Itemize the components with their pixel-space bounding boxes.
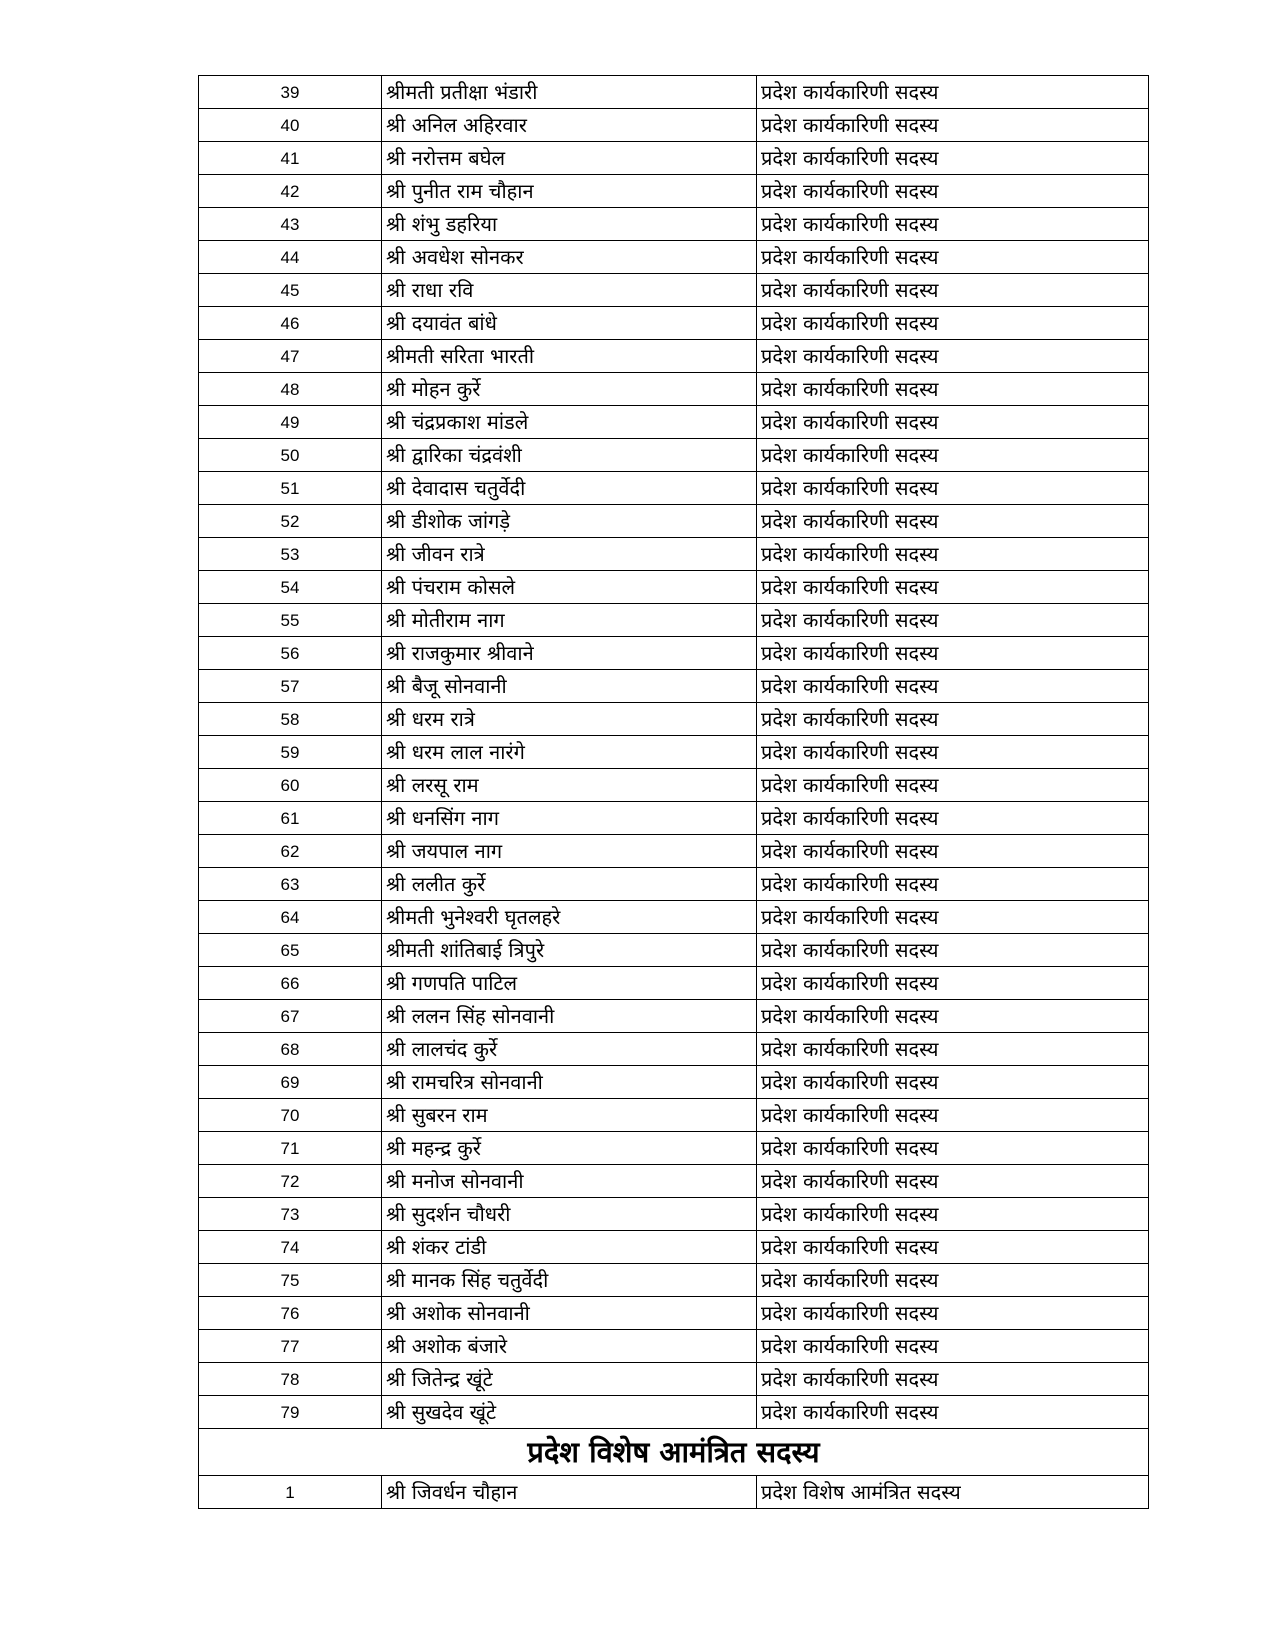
serial-number: 75: [199, 1264, 382, 1297]
member-name: श्री जयपाल नाग: [382, 835, 757, 868]
table-row: [199, 1231, 1149, 1264]
member-name: श्री शंकर टांडी: [382, 1231, 757, 1264]
member-role: प्रदेश कार्यकारिणी सदस्य: [757, 142, 1149, 175]
table-row: [199, 1297, 1149, 1330]
serial-number: 64: [199, 901, 382, 934]
table-row: [199, 901, 1149, 934]
serial-number: 50: [199, 439, 382, 472]
table-row: [199, 1330, 1149, 1363]
serial-number: 67: [199, 1000, 382, 1033]
member-name: श्री धनसिंग नाग: [382, 802, 757, 835]
serial-number: 39: [199, 76, 382, 109]
serial-number: 69: [199, 1066, 382, 1099]
member-role: प्रदेश कार्यकारिणी सदस्य: [757, 736, 1149, 769]
member-role: प्रदेश कार्यकारिणी सदस्य: [757, 802, 1149, 835]
special-member-rows: [199, 1476, 1149, 1509]
member-role: प्रदेश कार्यकारिणी सदस्य: [757, 340, 1149, 373]
member-role: प्रदेश कार्यकारिणी सदस्य: [757, 1297, 1149, 1330]
table-row: [199, 1000, 1149, 1033]
serial-number: 59: [199, 736, 382, 769]
member-name: श्री सुदर्शन चौधरी: [382, 1198, 757, 1231]
table-row: [199, 142, 1149, 175]
table-row: [199, 703, 1149, 736]
serial-number: 52: [199, 505, 382, 538]
serial-number: 58: [199, 703, 382, 736]
serial-number: 70: [199, 1099, 382, 1132]
table-row: [199, 1099, 1149, 1132]
table-row: [199, 1396, 1149, 1429]
member-name: श्री अवधेश सोनकर: [382, 241, 757, 274]
table-row: [199, 967, 1149, 1000]
member-role: प्रदेश कार्यकारिणी सदस्य: [757, 1198, 1149, 1231]
table-row: [199, 340, 1149, 373]
member-name: श्रीमती सरिता भारती: [382, 340, 757, 373]
member-name: श्री रामचरित्र सोनवानी: [382, 1066, 757, 1099]
table-row: [199, 934, 1149, 967]
member-role: प्रदेश कार्यकारिणी सदस्य: [757, 703, 1149, 736]
serial-number: 53: [199, 538, 382, 571]
table-row: [199, 736, 1149, 769]
table-row: [199, 1264, 1149, 1297]
member-role: प्रदेश कार्यकारिणी सदस्य: [757, 208, 1149, 241]
member-name: श्री धरम लाल नारंगे: [382, 736, 757, 769]
serial-number: 72: [199, 1165, 382, 1198]
table-row: [199, 307, 1149, 340]
member-name: श्री चंद्रप्रकाश मांडले: [382, 406, 757, 439]
table-row: [199, 373, 1149, 406]
special-section: [199, 1429, 1149, 1476]
serial-number: 74: [199, 1231, 382, 1264]
member-name: श्री मनोज सोनवानी: [382, 1165, 757, 1198]
member-name: श्रीमती प्रतीक्षा भंडारी: [382, 76, 757, 109]
section-heading-row: [199, 1429, 1149, 1476]
member-role: प्रदेश कार्यकारिणी सदस्य: [757, 274, 1149, 307]
serial-number: 40: [199, 109, 382, 142]
table-row: [199, 571, 1149, 604]
serial-number: 44: [199, 241, 382, 274]
member-name: श्री मानक सिंह चतुर्वेदी: [382, 1264, 757, 1297]
serial-number: 43: [199, 208, 382, 241]
member-name: श्री देवादास चतुर्वेदी: [382, 472, 757, 505]
member-name: श्री पुनीत राम चौहान: [382, 175, 757, 208]
serial-number: 73: [199, 1198, 382, 1231]
serial-number: 1: [199, 1476, 382, 1509]
table-row: [199, 538, 1149, 571]
serial-number: 48: [199, 373, 382, 406]
member-name: श्री लरसू राम: [382, 769, 757, 802]
table-row: [199, 406, 1149, 439]
table-row: [199, 1363, 1149, 1396]
member-role: प्रदेश कार्यकारिणी सदस्य: [757, 1132, 1149, 1165]
serial-number: 54: [199, 571, 382, 604]
table-row: [199, 472, 1149, 505]
member-role: प्रदेश कार्यकारिणी सदस्य: [757, 76, 1149, 109]
member-role: प्रदेश कार्यकारिणी सदस्य: [757, 1099, 1149, 1132]
member-role: प्रदेश कार्यकारिणी सदस्य: [757, 175, 1149, 208]
member-name: श्री नरोत्तम बघेल: [382, 142, 757, 175]
member-name: श्रीमती भुनेश्वरी घृतलहरे: [382, 901, 757, 934]
serial-number: 65: [199, 934, 382, 967]
member-name: श्री लालचंद कुर्रे: [382, 1033, 757, 1066]
member-role: प्रदेश कार्यकारिणी सदस्य: [757, 1231, 1149, 1264]
serial-number: 68: [199, 1033, 382, 1066]
member-name: श्री अशोक सोनवानी: [382, 1297, 757, 1330]
member-name: श्रीमती शांतिबाई त्रिपुरे: [382, 934, 757, 967]
member-role: प्रदेश कार्यकारिणी सदस्य: [757, 901, 1149, 934]
member-role: प्रदेश कार्यकारिणी सदस्य: [757, 439, 1149, 472]
member-name: श्री ललीत कुर्रे: [382, 868, 757, 901]
member-name: श्री मोतीराम नाग: [382, 604, 757, 637]
serial-number: 41: [199, 142, 382, 175]
serial-number: 79: [199, 1396, 382, 1429]
table-row: [199, 1033, 1149, 1066]
member-role: प्रदेश कार्यकारिणी सदस्य: [757, 967, 1149, 1000]
serial-number: 66: [199, 967, 382, 1000]
table-row: [199, 769, 1149, 802]
serial-number: 71: [199, 1132, 382, 1165]
serial-number: 62: [199, 835, 382, 868]
member-role: प्रदेश कार्यकारिणी सदस्य: [757, 1264, 1149, 1297]
table-row: [199, 802, 1149, 835]
member-role: प्रदेश कार्यकारिणी सदस्य: [757, 604, 1149, 637]
serial-number: 46: [199, 307, 382, 340]
member-rows: [199, 76, 1149, 1429]
member-role: प्रदेश कार्यकारिणी सदस्य: [757, 1165, 1149, 1198]
member-name: श्री राजकुमार श्रीवाने: [382, 637, 757, 670]
table-row: [199, 637, 1149, 670]
serial-number: 57: [199, 670, 382, 703]
serial-number: 78: [199, 1363, 382, 1396]
member-role: प्रदेश कार्यकारिणी सदस्य: [757, 406, 1149, 439]
table-row: [199, 241, 1149, 274]
serial-number: 76: [199, 1297, 382, 1330]
table-row: [199, 208, 1149, 241]
member-name: श्री सुबरन राम: [382, 1099, 757, 1132]
table-row: [199, 274, 1149, 307]
member-role: प्रदेश कार्यकारिणी सदस्य: [757, 1000, 1149, 1033]
section-heading: प्रदेश विशेष आमंत्रित सदस्य: [199, 1429, 1149, 1476]
member-role: प्रदेश कार्यकारिणी सदस्य: [757, 670, 1149, 703]
member-name: श्री मोहन कुर्रे: [382, 373, 757, 406]
table-row: [199, 505, 1149, 538]
table-row: [199, 175, 1149, 208]
member-name: श्री शंभु डहरिया: [382, 208, 757, 241]
member-role: प्रदेश कार्यकारिणी सदस्य: [757, 538, 1149, 571]
member-name: श्री जितेन्द्र खूंटे: [382, 1363, 757, 1396]
member-role: प्रदेश कार्यकारिणी सदस्य: [757, 373, 1149, 406]
table-row: [199, 1132, 1149, 1165]
member-role: प्रदेश कार्यकारिणी सदस्य: [757, 571, 1149, 604]
member-name: श्री पंचराम कोसले: [382, 571, 757, 604]
member-role: प्रदेश कार्यकारिणी सदस्य: [757, 241, 1149, 274]
member-role: प्रदेश कार्यकारिणी सदस्य: [757, 637, 1149, 670]
table-row: [199, 604, 1149, 637]
member-name: श्री द्वारिका चंद्रवंशी: [382, 439, 757, 472]
member-role: प्रदेश कार्यकारिणी सदस्य: [757, 472, 1149, 505]
member-name: श्री अनिल अहिरवार: [382, 109, 757, 142]
serial-number: 55: [199, 604, 382, 637]
table-row: [199, 1476, 1149, 1509]
member-role: प्रदेश कार्यकारिणी सदस्य: [757, 1066, 1149, 1099]
table-row: [199, 1066, 1149, 1099]
member-role: प्रदेश कार्यकारिणी सदस्य: [757, 307, 1149, 340]
member-name: श्री ललन सिंह सोनवानी: [382, 1000, 757, 1033]
member-role: प्रदेश विशेष आमंत्रित सदस्य: [757, 1476, 1149, 1509]
table-row: [199, 1165, 1149, 1198]
member-name: श्री धरम रात्रे: [382, 703, 757, 736]
serial-number: 60: [199, 769, 382, 802]
member-role: प्रदेश कार्यकारिणी सदस्य: [757, 1396, 1149, 1429]
table-row: [199, 868, 1149, 901]
member-name: श्री बैजू सोनवानी: [382, 670, 757, 703]
serial-number: 61: [199, 802, 382, 835]
member-name: श्री जीवन रात्रे: [382, 538, 757, 571]
serial-number: 49: [199, 406, 382, 439]
member-role: प्रदेश कार्यकारिणी सदस्य: [757, 868, 1149, 901]
member-name: श्री महन्द्र कुर्रे: [382, 1132, 757, 1165]
member-name: श्री राधा रवि: [382, 274, 757, 307]
table-row: [199, 439, 1149, 472]
table-row: [199, 835, 1149, 868]
member-role: प्रदेश कार्यकारिणी सदस्य: [757, 934, 1149, 967]
serial-number: 45: [199, 274, 382, 307]
table-row: [199, 109, 1149, 142]
member-name: श्री जिवर्धन चौहान: [382, 1476, 757, 1509]
serial-number: 51: [199, 472, 382, 505]
member-role: प्रदेश कार्यकारिणी सदस्य: [757, 505, 1149, 538]
serial-number: 63: [199, 868, 382, 901]
member-role: प्रदेश कार्यकारिणी सदस्य: [757, 1363, 1149, 1396]
table-row: [199, 1198, 1149, 1231]
member-role: प्रदेश कार्यकारिणी सदस्य: [757, 1330, 1149, 1363]
table-row: [199, 76, 1149, 109]
serial-number: 42: [199, 175, 382, 208]
serial-number: 77: [199, 1330, 382, 1363]
serial-number: 56: [199, 637, 382, 670]
member-role: प्रदेश कार्यकारिणी सदस्य: [757, 835, 1149, 868]
table-row: [199, 670, 1149, 703]
member-name: श्री सुखदेव खूंटे: [382, 1396, 757, 1429]
member-table: [198, 75, 1149, 1509]
member-role: प्रदेश कार्यकारिणी सदस्य: [757, 769, 1149, 802]
member-role: प्रदेश कार्यकारिणी सदस्य: [757, 109, 1149, 142]
member-name: श्री गणपति पाटिल: [382, 967, 757, 1000]
member-name: श्री दयावंत बांधे: [382, 307, 757, 340]
member-name: श्री अशोक बंजारे: [382, 1330, 757, 1363]
member-role: प्रदेश कार्यकारिणी सदस्य: [757, 1033, 1149, 1066]
member-name: श्री डीशोक जांगड़े: [382, 505, 757, 538]
serial-number: 47: [199, 340, 382, 373]
